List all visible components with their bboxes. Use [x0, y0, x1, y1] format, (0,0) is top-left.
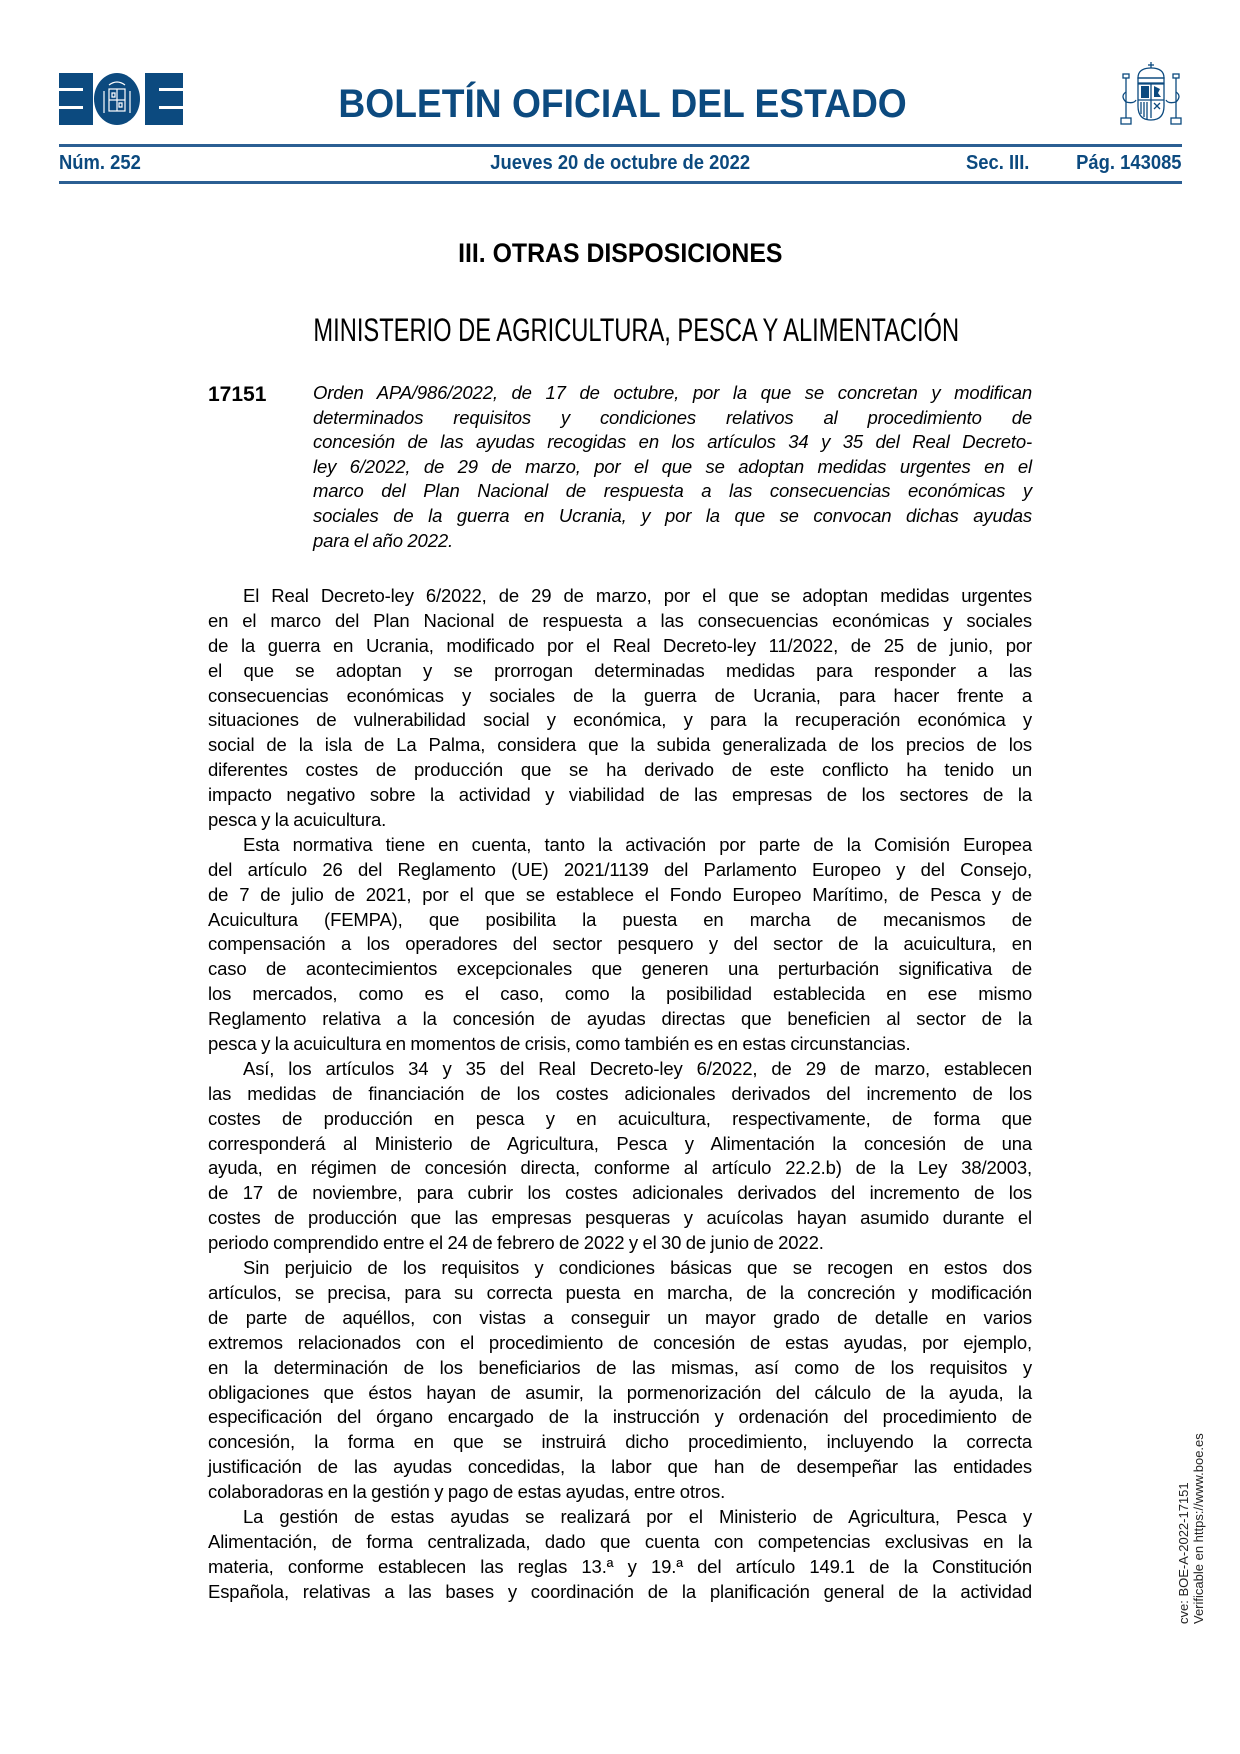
spanish-coat-of-arms-icon: [1120, 62, 1182, 128]
paragraph-line: corresponderá al Ministerio de Agricultura, Pesca y Alimentación la concesión de una: [208, 1132, 1032, 1154]
paragraph-line: Alimentación, de forma centralizada, dado que cuenta con competencias exclusivas en la: [208, 1530, 1032, 1552]
paragraph-line: los mercados, como es el caso, como la posibilidad establecida en ese mismo: [208, 983, 1032, 1005]
paragraph: [208, 1256, 1032, 1505]
paragraph-line: de 7 de julio de 2021, por el que se establece el Fondo Europeo Marítimo, de Pesca y de: [208, 883, 1032, 905]
masthead-title: [290, 84, 956, 124]
disposition-title-line: para el año 2022.: [313, 529, 453, 551]
paragraph-line: obligaciones que éstos hayan de asumir, la pormenorización del cálculo de la ayuda, la: [208, 1381, 1032, 1403]
paragraph-line: las medidas de financiación de los costes adicionales derivados del incremento de los: [208, 1082, 1032, 1104]
paragraph-line: costes de producción en pesca y en acuicultura, respectivamente, de forma que: [208, 1107, 1032, 1129]
paragraph-line: especificación del órgano encargado de la instrucción y ordenación del procedimiento de: [208, 1406, 1032, 1428]
masthead-title-text: BOLETÍN OFICIAL DEL ESTADO: [338, 82, 908, 126]
disposition-title-line: sociales de la guerra en Ucrania, y por la que se convocan dichas ayudas: [313, 504, 1032, 526]
paragraph: [208, 1057, 1032, 1256]
section-label-text: Sec. III.: [966, 152, 1030, 174]
coat-of-arms-svg: [1120, 62, 1182, 128]
ministry-heading-text: MINISTERIO DE AGRICULTURA, PESCA Y ALIMENTACIÓN: [313, 312, 960, 348]
paragraph: [208, 833, 1032, 1057]
paragraph-line: compensación a los operadores del sector pesquero y del sector de la acuicultura, en: [208, 933, 1032, 955]
paragraph-line: artículos, se precisa, para su correcta puesta en marcha, de la concreción y modificación: [208, 1281, 1032, 1303]
paragraph-line: El Real Decreto-ley 6/2022, de 29 de marzo, por el que se adoptan medidas urgentes: [243, 585, 1032, 606]
paragraph-line: Acuicultura (FEMPA), que posibilita la puesta en marcha de mecanismos de: [208, 908, 1032, 930]
paragraph-line: concesión, la forma en que se instruirá dicho procedimiento, incluyendo la correcta: [208, 1431, 1032, 1453]
section-label: [966, 152, 1035, 174]
paragraph-line: Reglamento relativa a la concesión de ayudas directas que beneficien al sector de la: [208, 1008, 1032, 1030]
header-rule-bottom: [59, 181, 1182, 184]
paragraph-line: Española, relativas a las bases y coordinación de la planificación general de la actividad: [208, 1580, 1032, 1602]
disposition-title-line: determinados requisitos y condiciones relativos al procedimiento de: [313, 406, 1032, 428]
paragraph-line: en la determinación de los beneficiarios de las mismas, así como de los requisitos y: [208, 1356, 1032, 1378]
paragraph: [208, 1505, 1032, 1605]
header-rule-top: [59, 144, 1182, 147]
section-heading-text: III. OTRAS DISPOSICIONES: [457, 238, 783, 268]
page-number-text: Pág. 143085: [1076, 152, 1182, 174]
paragraph-line: costes de producción que las empresas pesqueras y acuícolas hayan asumido durante el: [208, 1207, 1032, 1229]
paragraph-line: social de la isla de La Palma, considera que la subida generalizada de los precios de los: [208, 734, 1032, 756]
ministry-heading: [200, 312, 1040, 348]
paragraph-line: pesca y la acuicultura.: [208, 809, 387, 831]
boe-logo-icon: [59, 73, 183, 125]
paragraph-line: de parte de aquéllos, con vistas a conseguir un mayor grado de detalle en varios: [208, 1306, 1032, 1328]
paragraph-line: el que se adoptan y se prorrogan determinadas medidas para responder a las: [208, 659, 1032, 681]
paragraph: [208, 584, 1032, 833]
paragraph-line: Esta normativa tiene en cuenta, tanto la activación por parte de la Comisión Europea: [243, 833, 1032, 855]
issue-number-text: Núm. 252: [59, 152, 141, 174]
paragraph-line: consecuencias económicas y sociales de la guerra de Ucrania, para hacer frente a: [208, 684, 1032, 706]
paragraph-line: diferentes costes de producción que se ha derivado de este conflicto ha tenido un: [208, 759, 1032, 781]
verification-link[interactable]: Verificable en https://www.boe.es: [1191, 1433, 1206, 1624]
paragraph-line: ayuda, en régimen de concesión directa, conforme al artículo 22.2.b) de la Ley 38/2003,: [208, 1157, 1032, 1179]
paragraph-line: en el marco del Plan Nacional de respuesta a las consecuencias económicas y sociales: [208, 609, 1032, 631]
cve-code: cve: BOE-A-2022-17151: [1176, 1482, 1191, 1624]
paragraph-line: Sin perjuicio de los requisitos y condiciones básicas que se recogen en estos dos: [243, 1257, 1032, 1279]
issue-number: [59, 152, 148, 174]
issue-date: [440, 152, 800, 174]
paragraph-line: Así, los artículos 34 y 35 del Real Decreto-ley 6/2022, de 29 de marzo, establecen: [243, 1057, 1032, 1079]
disposition-title-line: Orden APA/986/2022, de 17 de octubre, por la que se concretan y modifican: [313, 382, 1032, 403]
paragraph-line: caso de acontecimientos excepcionales que generen una perturbación significativa de: [208, 958, 1032, 980]
paragraph-line: impacto negativo sobre la actividad y viabilidad de las empresas de los sectores de la: [208, 784, 1032, 806]
paragraph-line: de la guerra en Ucrania, modificado por el Real Decreto-ley 11/2022, de 25 de junio, por: [208, 634, 1032, 656]
paragraph-line: de 17 de noviembre, para cubrir los costes adicionales derivados del incremento de los: [208, 1182, 1032, 1204]
paragraph-line: situaciones de vulnerabilidad social y económica, y para la recuperación económica y: [208, 709, 1032, 731]
section-heading: [300, 238, 940, 268]
document-body: [208, 584, 1032, 1605]
disposition-title: [313, 381, 1032, 553]
disposition-title-line: ley 6/2022, de 29 de marzo, por el que se adoptan medidas urgentes en el: [313, 455, 1032, 477]
paragraph-line: La gestión de estas ayudas se realizará por el Ministerio de Agricultura, Pesca y: [243, 1505, 1032, 1527]
paragraph-line: colaboradoras en la gestión y pago de estas ayudas, entre otros.: [208, 1481, 726, 1503]
verification-text: [1176, 1410, 1208, 1624]
paragraph-line: del artículo 26 del Reglamento (UE) 2021/1139 del Parlamento Europeo y del Consejo,: [208, 858, 1032, 880]
boe-logo-svg: [59, 73, 183, 125]
page-number: [1050, 152, 1182, 174]
paragraph-line: pesca y la acuicultura en momentos de crisis, como también es en estas circunstancias.: [208, 1033, 911, 1055]
paragraph-line: materia, conforme establecen las reglas 13.ª y 19.ª del artículo 149.1 de la Constitución: [208, 1555, 1032, 1577]
disposition-number: 17151: [208, 383, 267, 406]
disposition-title-line: marco del Plan Nacional de respuesta a las consecuencias económicas y: [313, 480, 1032, 502]
paragraph-line: periodo comprendido entre el 24 de febrero de 2022 y el 30 de junio de 2022.: [208, 1232, 824, 1254]
paragraph-line: justificación de las ayudas concedidas, la labor que han de desempeñar las entidades: [208, 1456, 1032, 1478]
verification-sidebar: [1176, 1410, 1208, 1624]
disposition-title-line: concesión de las ayudas recogidas en los artículos 34 y 35 del Real Decreto-: [313, 431, 1032, 453]
issue-date-text: Jueves 20 de octubre de 2022: [490, 152, 750, 174]
paragraph-line: extremos relacionados con el procedimiento de concesión de estas ayudas, por ejemplo,: [208, 1331, 1032, 1353]
